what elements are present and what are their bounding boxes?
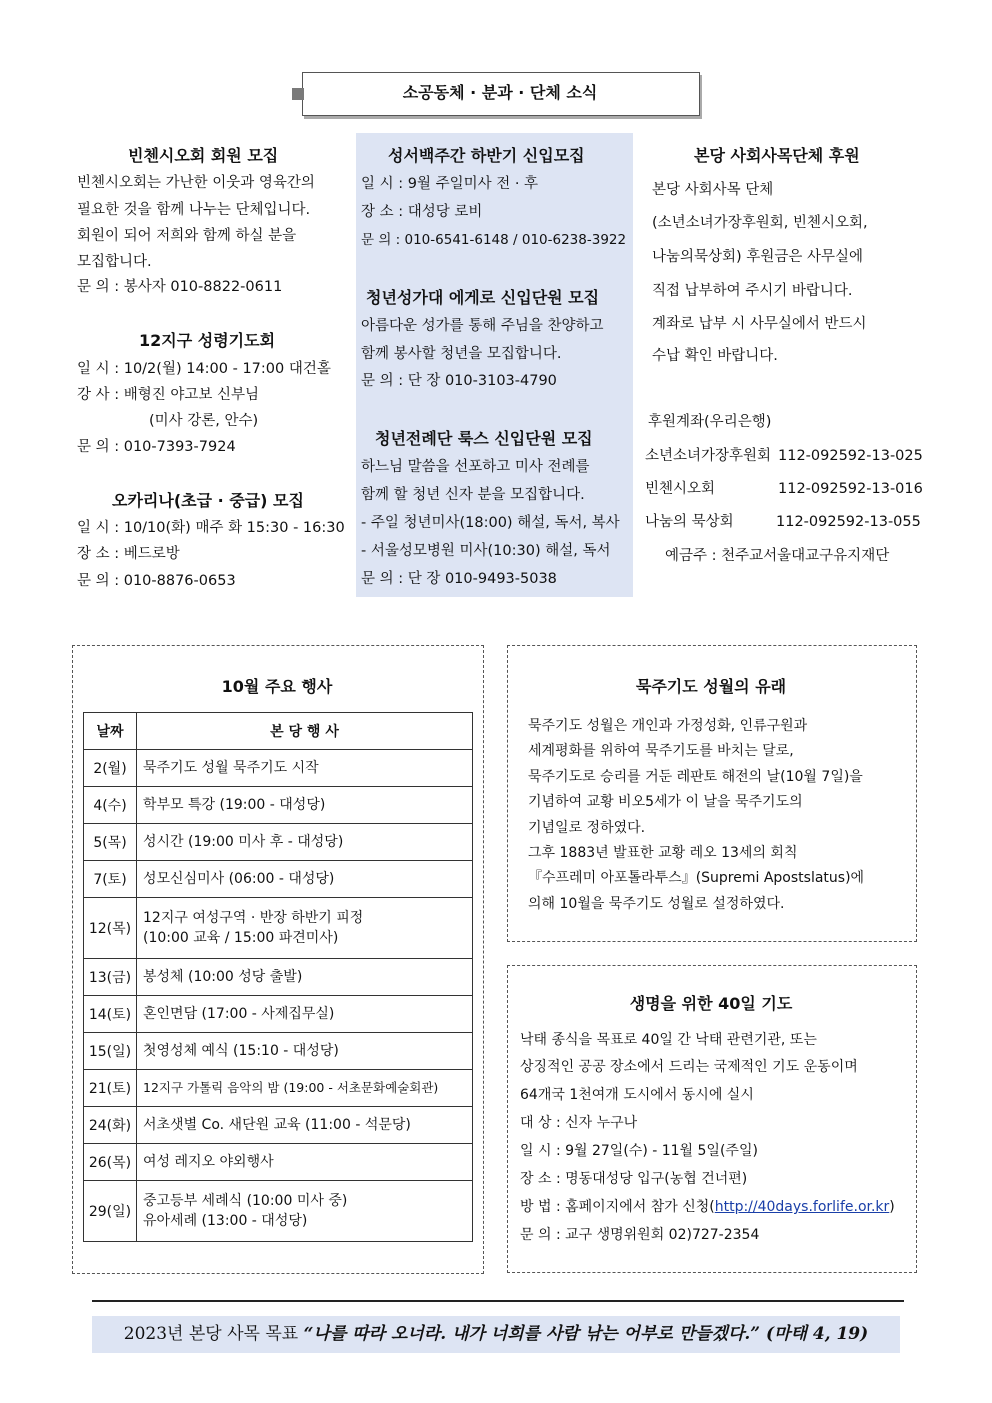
prayer-speaker: 강 사 : 배형진 야고보 신부님: [77, 387, 260, 403]
bible-date: 일 시 : 9월 주일미사 전 · 후: [361, 176, 539, 192]
table-row: [84, 1144, 473, 1181]
table-row: [84, 1107, 473, 1144]
event-date: 29(일): [84, 1181, 137, 1242]
rosary-line: 기념일로 정하였다.: [528, 820, 646, 836]
ocarina-place: 장 소 : 베드로방: [77, 546, 180, 562]
bible-place: 장 소 : 대성당 로비: [361, 204, 483, 220]
table-row: [84, 861, 473, 898]
account-name: 빈첸시오회: [645, 481, 716, 497]
support-line: 본당 사회사목 단체: [652, 182, 774, 198]
section-title: 소공동체 · 분과 · 단체 소식: [402, 83, 598, 102]
table-row: [84, 750, 473, 787]
event-date: 24(화): [84, 1107, 137, 1144]
prayer-title: 12지구 성령기도회: [139, 331, 276, 350]
event-name: 여성 레지오 야외행사: [137, 1144, 473, 1181]
lux-line: - 서울성모병원 미사(10:30) 해설, 독서: [361, 543, 611, 559]
choir-line: 아름다운 성가를 통해 주님을 찬양하고: [361, 318, 604, 334]
lux-title: 청년전례단 룩스 신입단원 모집: [375, 429, 593, 448]
vincent-line: 필요한 것을 함께 나누는 단체입니다.: [77, 202, 311, 218]
forty-target: 대 상 : 신자 누구나: [520, 1115, 638, 1131]
account-heading: 후원계좌(우리은행): [648, 414, 772, 430]
rosary-line: 기념하여 교황 비오5세가 이 날을 묵주기도의: [528, 794, 803, 810]
header-event: 본 당 행 사: [137, 713, 473, 750]
table-header-row: [84, 713, 473, 750]
lux-line: 하느님 말씀을 선포하고 미사 전례를: [361, 459, 590, 475]
rosary-line: 『수프레미 아포톨라투스』(Supremi Apostslatus)에: [528, 870, 865, 886]
table-row: [84, 1181, 473, 1242]
event-name: 성모신심미사 (06:00 - 대성당): [137, 861, 473, 898]
event-name: 묵주기도 성월 묵주기도 시작: [137, 750, 473, 787]
event-date: 15(일): [84, 1033, 137, 1070]
support-line: 직접 납부하여 주시기 바랍니다.: [652, 283, 853, 299]
ocarina-title: 오카리나(초급 · 중급) 모집: [112, 491, 304, 510]
vincent-contact: 문 의 : 봉사자 010-8822-0611: [77, 279, 283, 295]
ocarina-contact: 문 의 : 010-8876-0653: [77, 573, 236, 589]
rosary-line: 묵주기도로 승리를 거둔 레판토 해전의 날(10월 7일)을: [528, 769, 863, 785]
event-name-line1: 중고등부 세례식 (10:00 미사 중): [143, 1193, 348, 1209]
event-date: 14(토): [84, 996, 137, 1033]
pastoral-motto: [92, 1321, 900, 1347]
rosary-line: 세계평화를 위하여 묵주기도를 바치는 달로,: [528, 743, 794, 759]
event-date: 2(월): [84, 750, 137, 787]
rosary-line: 묵주기도 성월은 개인과 가정성화, 인류구원과: [528, 718, 808, 734]
event-date: 26(목): [84, 1144, 137, 1181]
forty-date: 일 시 : 9월 27일(수) - 11월 5일(주일): [520, 1143, 758, 1159]
event-name: [137, 898, 473, 959]
event-name-line2: 유아세례 (13:00 - 대성당): [143, 1213, 308, 1229]
table-row: [84, 898, 473, 959]
forty-homepage-link[interactable]: http://40days.forlife.or.kr: [714, 1199, 890, 1215]
lux-contact: 문 의 : 단 장 010-9493-5038: [361, 571, 557, 587]
account-name: 소년소녀가장후원회: [645, 448, 772, 464]
vincent-line: 모집합니다.: [77, 254, 152, 270]
header-date: 날짜: [84, 713, 137, 750]
forty-line: 64개국 1천여개 도시에서 동시에 실시: [520, 1087, 754, 1103]
support-line: 나눔의묵상회) 후원금은 사무실에: [652, 249, 863, 265]
rosary-title: 묵주기도 성월의 유래: [635, 677, 787, 696]
table-row: [84, 959, 473, 996]
prayer-contact: 문 의 : 010-7393-7924: [77, 439, 236, 455]
support-line: (소년소녀가장후원회, 빈첸시오회,: [652, 215, 868, 231]
forty-place: 장 소 : 명동대성당 입구(농협 건너편): [520, 1171, 748, 1187]
event-date: 12(목): [84, 898, 137, 959]
table-row: [84, 1070, 473, 1107]
forty-title: 생명을 위한 40일 기도: [629, 994, 793, 1013]
event-name: 12지구 가톨릭 음악의 밤 (19:00 - 서초문화예술회관): [137, 1070, 473, 1107]
forty-method-suffix: ): [889, 1199, 895, 1215]
choir-contact: 문 의 : 단 장 010-3103-4790: [361, 373, 557, 389]
prayer-date: 일 시 : 10/2(월) 14:00 - 17:00 대건홀: [77, 361, 331, 377]
event-name: 봉성체 (10:00 성당 출발): [137, 959, 473, 996]
support-title: 본당 사회사목단체 후원: [694, 146, 860, 165]
event-date: 7(토): [84, 861, 137, 898]
event-name: 서초샛별 Co. 새단원 교육 (11:00 - 석문당): [137, 1107, 473, 1144]
support-line: 수납 확인 바랍니다.: [652, 348, 778, 364]
table-row: [84, 996, 473, 1033]
event-name-line2: (10:00 교육 / 15:00 파견미사): [143, 930, 339, 946]
vincent-line: 빈첸시오회는 가난한 이웃과 영육간의: [77, 175, 315, 191]
forty-method-prefix: 방 법 : 홈페이지에서 참가 신청(: [520, 1199, 715, 1215]
event-name: 성시간 (19:00 미사 후 - 대성당): [137, 824, 473, 861]
table-row: [84, 787, 473, 824]
event-date: 21(토): [84, 1070, 137, 1107]
bible-title: 성서백주간 하반기 신입모집: [388, 146, 585, 165]
account-number: 112-092592-13-025: [778, 448, 923, 464]
rosary-line: 의해 10월을 묵주기도 성월로 설정하였다.: [528, 896, 785, 912]
event-name: [137, 1181, 473, 1242]
prayer-speaker-note: (미사 강론, 안수): [149, 413, 259, 429]
account-name: 나눔의 묵상회: [645, 514, 734, 530]
forty-contact: 문 의 : 교구 생명위원회 02)727-2354: [520, 1227, 760, 1243]
account-depositor: 예금주 : 천주교서울대교구유지재단: [665, 548, 890, 564]
choir-title: 청년성가대 에게로 신입단원 모집: [366, 288, 600, 307]
bible-contact: 문 의 : 010-6541-6148 / 010-6238-3922: [361, 232, 627, 248]
forty-line: 낙태 종식을 목표로 40일 간 낙태 관련기관, 또는: [520, 1032, 817, 1048]
events-table: [83, 712, 473, 1242]
event-name: 혼인면담 (17:00 - 사제집무실): [137, 996, 473, 1033]
lux-line: - 주일 청년미사(18:00) 해설, 독서, 복사: [361, 515, 620, 531]
forty-method: [520, 1198, 895, 1216]
event-date: 13(금): [84, 959, 137, 996]
ocarina-date: 일 시 : 10/10(화) 매주 화 15:30 - 16:30: [77, 520, 345, 536]
lux-line: 함께 할 청년 신자 분을 모집합니다.: [361, 487, 585, 503]
vincent-line: 회원이 되어 저희와 함께 하실 분을: [77, 228, 297, 244]
table-row: [84, 1033, 473, 1070]
rosary-line: 그후 1883년 발표한 교황 레오 13세의 회칙: [528, 845, 798, 861]
footer-divider: [92, 1300, 904, 1302]
motto-quote: “나를 따라 오너라. 내가 너희를 사람 낚는 어부로 만들겠다.”: [303, 1324, 761, 1344]
event-date: 5(목): [84, 824, 137, 861]
event-date: 4(수): [84, 787, 137, 824]
motto-ref: (마태 4, 19): [760, 1324, 869, 1344]
event-name: 학부모 특강 (19:00 - 대성당): [137, 787, 473, 824]
forty-line: 상징적인 공공 장소에서 드리는 국제적인 기도 운동이며: [520, 1059, 858, 1075]
table-row: [84, 824, 473, 861]
event-name: 첫영성체 예식 (15:10 - 대성당): [137, 1033, 473, 1070]
choir-line: 함께 봉사할 청년을 모집합니다.: [361, 346, 562, 362]
events-title: 10월 주요 행사: [221, 677, 333, 696]
event-name-line1: 12지구 여성구역 · 반장 하반기 피정: [143, 910, 364, 926]
motto-prefix: 2023년 본당 사목 목표: [123, 1324, 304, 1344]
vincent-title: 빈첸시오회 회원 모집: [128, 146, 279, 165]
support-line: 계좌로 납부 시 사무실에서 반드시: [652, 316, 867, 332]
account-number: 112-092592-13-016: [778, 481, 923, 497]
account-number: 112-092592-13-055: [776, 514, 921, 530]
